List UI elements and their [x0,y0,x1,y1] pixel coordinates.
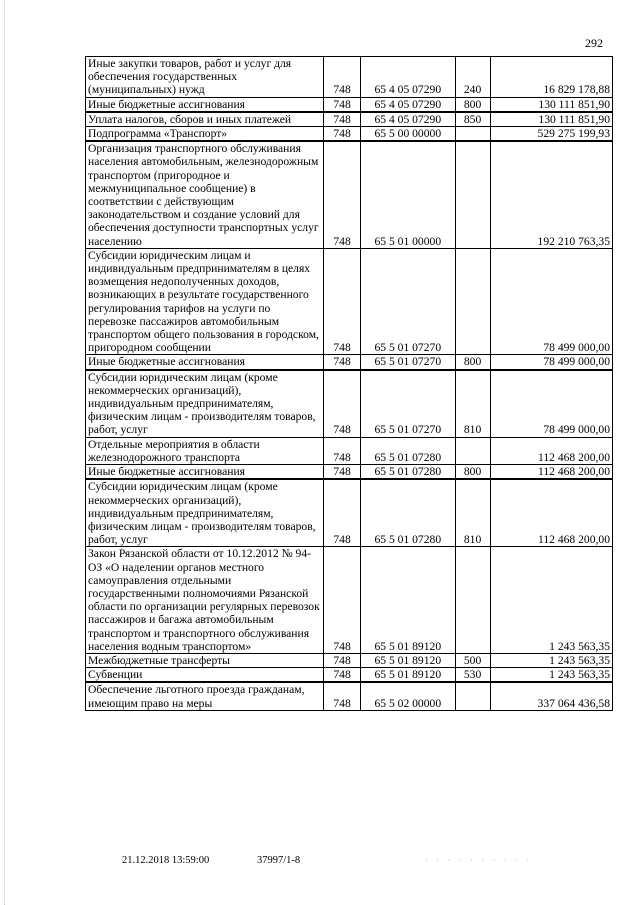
admin-code: 748 [324,465,361,480]
scan-edge [4,0,7,905]
admin-code: 748 [324,682,361,710]
item-name: Иные бюджетные ассигнования [86,465,324,480]
admin-code: 748 [324,355,361,370]
table-row [86,355,613,370]
target-code: 65 4 05 07290 [361,57,456,98]
target-code: 65 5 01 00000 [361,141,456,248]
table-row [86,479,613,547]
table-row [86,97,613,112]
amount: 192 210 763,35 [490,141,613,248]
amount: 529 275 199,93 [490,127,613,142]
admin-code: 748 [324,97,361,112]
table-row [86,437,613,464]
admin-code: 748 [324,57,361,98]
admin-code: 748 [324,141,361,248]
expense-type [455,547,490,654]
admin-code: 748 [324,127,361,142]
expense-type [455,248,490,355]
target-code: 65 5 01 89120 [361,668,456,683]
table-row [86,653,613,667]
item-name: Иные закупки товаров, работ и услуг для обеспечения государственных (муниципальных) нужд [86,57,324,98]
table-row [86,547,613,654]
footer-doc-id: 37997/1-8 [257,855,301,866]
item-name: Субсидии юридическим лицам (кроме некоммерческих организаций), индивидуальным предпринимателям, физическим лицам - производителям товаров, работ, услуг [86,370,324,438]
amount: 16 829 178,88 [490,57,613,98]
amount: 78 499 000,00 [490,355,613,370]
amount: 112 468 200,00 [490,479,613,547]
expense-type: 500 [455,653,490,667]
target-code: 65 5 01 89120 [361,547,456,654]
item-name: Субвенции [86,668,324,683]
item-name: Организация транспортного обслуживания населения автомобильным, железнодорожным транспортом (пригородное и межмуниципальное сообщение) в соответствии с действующим законодательством и создание условий для обеспечения доступности транспортных услуг населению [86,141,324,248]
item-name: Субсидии юридическим лицам (кроме некоммерческих организаций), индивидуальным предпринимателям, физическим лицам - производителям товаров, работ, услуг [86,479,324,547]
expense-type: 800 [455,465,490,480]
target-code: 65 5 01 07270 [361,355,456,370]
amount: 1 243 563,35 [490,547,613,654]
target-code: 65 5 01 07270 [361,248,456,355]
admin-code: 748 [324,547,361,654]
item-name: Субсидии юридическим лицам и индивидуальным предпринимателям в целях возмещения недополученных доходов, возникающих в результате государственного регулирования тарифов на услуги по перевозке пассажиров автомобильным транспортом общего пользования в городском, пригородном сообщении [86,248,324,355]
item-name: Иные бюджетные ассигнования [86,355,324,370]
table-row [86,248,613,355]
item-name: Отдельные мероприятия в области железнодорожного транспорта [86,437,324,464]
scan-noise: · · · · · · · · · · [425,855,533,865]
item-name: Закон Рязанской области от 10.12.2012 № 94-ОЗ «О наделении органов местного самоуправления отдельными государственными полномочиями Рязанской области по организации регулярных перевозок пассажиров и багажа автомобильным транспортом и транспортного обслуживания населения водным транспортом» [86,547,324,654]
expense-type: 240 [455,57,490,98]
target-code: 65 5 01 07280 [361,465,456,480]
expense-type: 810 [455,370,490,438]
expense-type: 800 [455,355,490,370]
amount: 130 111 851,90 [490,112,613,127]
footer-timestamp: 21.12.2018 13:59:00 [122,855,210,866]
amount: 112 468 200,00 [490,437,613,464]
table-row [86,112,613,127]
amount: 112 468 200,00 [490,465,613,480]
expense-type [455,682,490,710]
table-row [86,127,613,142]
admin-code: 748 [324,668,361,683]
budget-table-body [86,57,613,711]
amount: 130 111 851,90 [490,97,613,112]
admin-code: 748 [324,112,361,127]
item-name: Подпрограмма «Транспорт» [86,127,324,142]
target-code: 65 5 01 07280 [361,437,456,464]
item-name: Обеспечение льготного проезда гражданам, имеющим право на меры [86,682,324,710]
expense-type: 800 [455,97,490,112]
table-row [86,682,613,710]
expense-type: 810 [455,479,490,547]
page-number: 292 [585,36,603,50]
amount: 337 064 436,58 [490,682,613,710]
expense-type [455,127,490,142]
item-name: Уплата налогов, сборов и иных платежей [86,112,324,127]
target-code: 65 4 05 07290 [361,97,456,112]
target-code: 65 5 00 00000 [361,127,456,142]
amount: 1 243 563,35 [490,668,613,683]
amount: 1 243 563,35 [490,653,613,667]
expense-type: 850 [455,112,490,127]
admin-code: 748 [324,653,361,667]
amount: 78 499 000,00 [490,248,613,355]
table-row [86,370,613,438]
expense-type [455,437,490,464]
admin-code: 748 [324,479,361,547]
admin-code: 748 [324,437,361,464]
target-code: 65 5 01 07280 [361,479,456,547]
table-row [86,465,613,480]
target-code: 65 5 01 07270 [361,370,456,438]
target-code: 65 5 02 00000 [361,682,456,710]
amount: 78 499 000,00 [490,370,613,438]
item-name: Иные бюджетные ассигнования [86,97,324,112]
admin-code: 748 [324,248,361,355]
table-row [86,141,613,248]
table-row [86,57,613,98]
admin-code: 748 [324,370,361,438]
budget-table [85,56,613,711]
target-code: 65 4 05 07290 [361,112,456,127]
table-row [86,668,613,683]
item-name: Межбюджетные трансферты [86,653,324,667]
target-code: 65 5 01 89120 [361,653,456,667]
expense-type: 530 [455,668,490,683]
expense-type [455,141,490,248]
